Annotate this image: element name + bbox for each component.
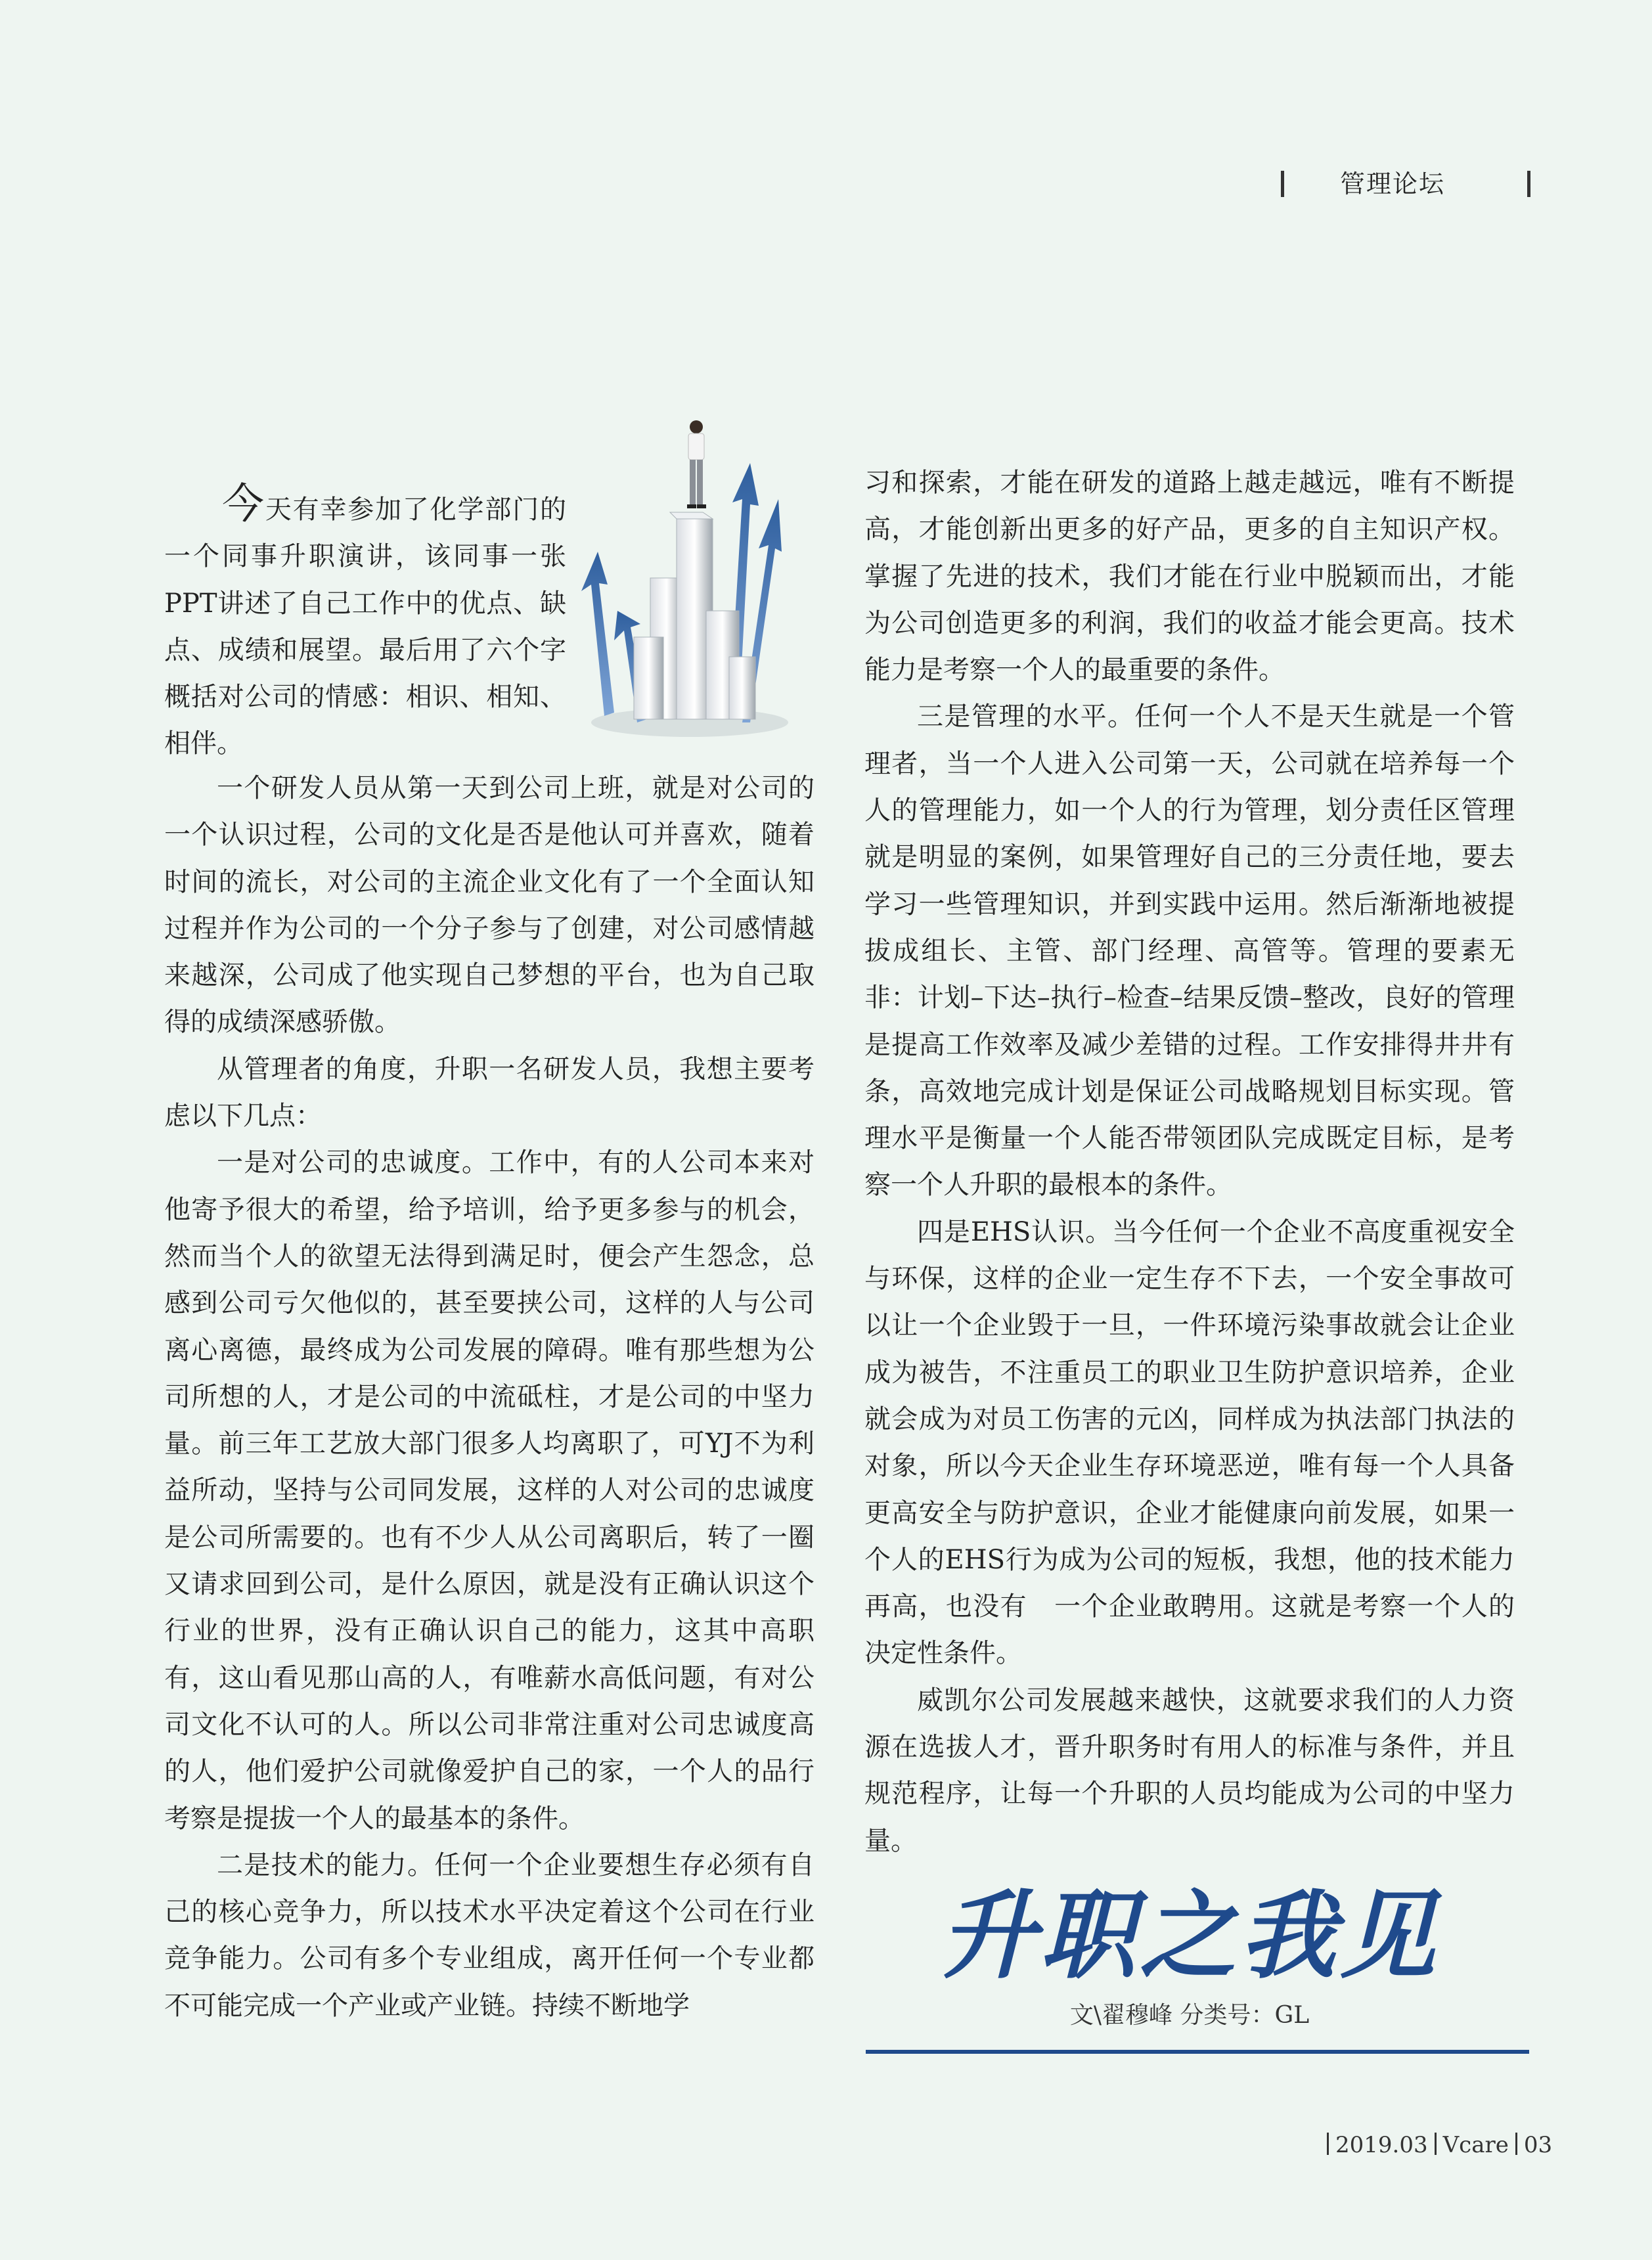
section-title: 管理论坛 [1340, 169, 1446, 198]
intro-paragraph [164, 480, 567, 768]
intro-text: 天有幸参加了化学部门的一个同事升职演讲，该同事一张PPT讲述了自己工作中的优点、缺点、成绩和展望。最后用了六个字概括对公司的情感：相识、相知、相伴。 [164, 495, 567, 759]
footer-issue: 2019.03 [1335, 2132, 1428, 2158]
paragraph: 一是对公司的忠诚度。工作中，有的人公司本来对他寄予很大的希望，给予培训，给予更多参与的机会，然而当个人的欲望无法得到满足时，便会产生怨念，总感到公司亏欠他似的，甚至要挟公司，这样的人与公司离心离德，最终成为公司发展的障碍。唯有那些想为公司所想的人，才是公司的中流砥柱，才是公司的中坚力量。前三年工艺放大部门很多人均离职了，可YJ不为利益所动，坚持与公司同发展，这样的人对公司的忠诚度是公司所需要的。也有不少人从公司离职后，转了一圈又请求回到公司，是什么原因，就是没有正确认识这个行业的世界，没有正确认识自己的能力，这其中高职有，这山看见那山高的人，有唯薪水高低问题，有对公司文化不认可的人。所以公司非常注重对公司忠诚度高的人，他们爱护公司就像爱护自己的家，一个人的品行考察是提拔一个人的最基本的条件。 [164, 1147, 815, 1834]
section-header [1281, 166, 1530, 205]
paragraph: 一个研发人员从第一天到公司上班，就是对公司的一个认识过程，公司的文化是否是他认可并喜欢，随着时间的流长，对公司的主流企业文化有了一个全面认知过程并作为公司的一个分子参与了创建，对公司感情越来越深，公司成了他实现自己梦想的平台，也为自己取得的成绩深感骄傲。 [164, 773, 815, 1038]
footer-separator [1435, 2133, 1437, 2155]
page-footer [1320, 2132, 1583, 2158]
article-byline: 文\翟穆峰 分类号：GL [1069, 2002, 1310, 2029]
footer-separator [1515, 2133, 1517, 2155]
paragraph: 四是EHS认识。当今任何一个企业不高度重视安全与环保，这样的企业一定生存不下去，一个安全事故可以让一个企业毁于一旦，一件环境污染事故就会让企业成为被告，不注重员工的职业卫生防护意识培养，企业就会成为对员工伤害的元凶，同样成为执法部门执法的对象，所以今天企业生存环境恶逆，唯有每一个人具备更高安全与防护意识，企业才能健康向前发展，如果一个人的EHS行为成为公司的短板，我想，他的技术能力再高，也没有 一个企业敢聘用。这就是考察一个人的决定性条件。 [864, 1216, 1515, 1669]
right-column [864, 460, 1515, 1865]
footer-separator [1327, 2133, 1329, 2155]
footer-magazine: Vcare [1442, 2132, 1509, 2158]
drop-cap: 今 [222, 480, 265, 529]
header-bar-right [1527, 171, 1530, 197]
paragraph: 从管理者的角度，升职一名研发人员，我想主要考虑以下几点： [164, 1053, 815, 1132]
businessman-on-arrows-chart-icon [578, 414, 795, 742]
left-column [164, 765, 815, 2029]
article-title: 升职之我见 [940, 1880, 1439, 1992]
title-divider [866, 2050, 1529, 2054]
header-bar-left [1281, 171, 1284, 197]
paragraph: 威凯尔公司发展越来越快，这就要求我们的人力资源在选拔人才，晋升职务时有用人的标准与条件，并且规范程序，让每一个升职的人员均能成为公司的中坚力量。 [864, 1685, 1515, 1856]
paragraph: 二是技术的能力。任何一个企业要想生存必须有自己的核心竞争力，所以技术水平决定着这个公司在行业竞争能力。公司有多个专业组成，离开任何一个专业都不可能完成一个产业或产业链。持续不断地学 [164, 1850, 815, 2021]
footer-page-number: 03 [1523, 2132, 1553, 2158]
paragraph: 习和探索，才能在研发的道路上越走越远，唯有不断提高，才能创新出更多的好产品，更多的自主知识产权。掌握了先进的技术，我们才能在行业中脱颖而出，才能为公司创造更多的利润，我们的收益才能会更高。技术能力是考察一个人的最重要的条件。 [864, 468, 1515, 686]
paragraph: 三是管理的水平。任何一个人不是天生就是一个管理者，当一个人进入公司第一天，公司就在培养每一个人的管理能力，如一个人的行为管理，划分责任区管理就是明显的案例，如果管理好自己的三分责任地，要去学习一些管理知识，并到实践中运用。然后渐渐地被提拔成组长、主管、部门经理、高管等。管理的要素无非：计划–下达–执行–检查–结果反馈–整改，良好的管理是提高工作效率及减少差错的过程。工作安排得井井有条，高效地完成计划是保证公司战略规划目标实现。管理水平是衡量一个人能否带领团队完成既定目标，是考察一个人升职的最根本的条件。 [864, 701, 1515, 1201]
